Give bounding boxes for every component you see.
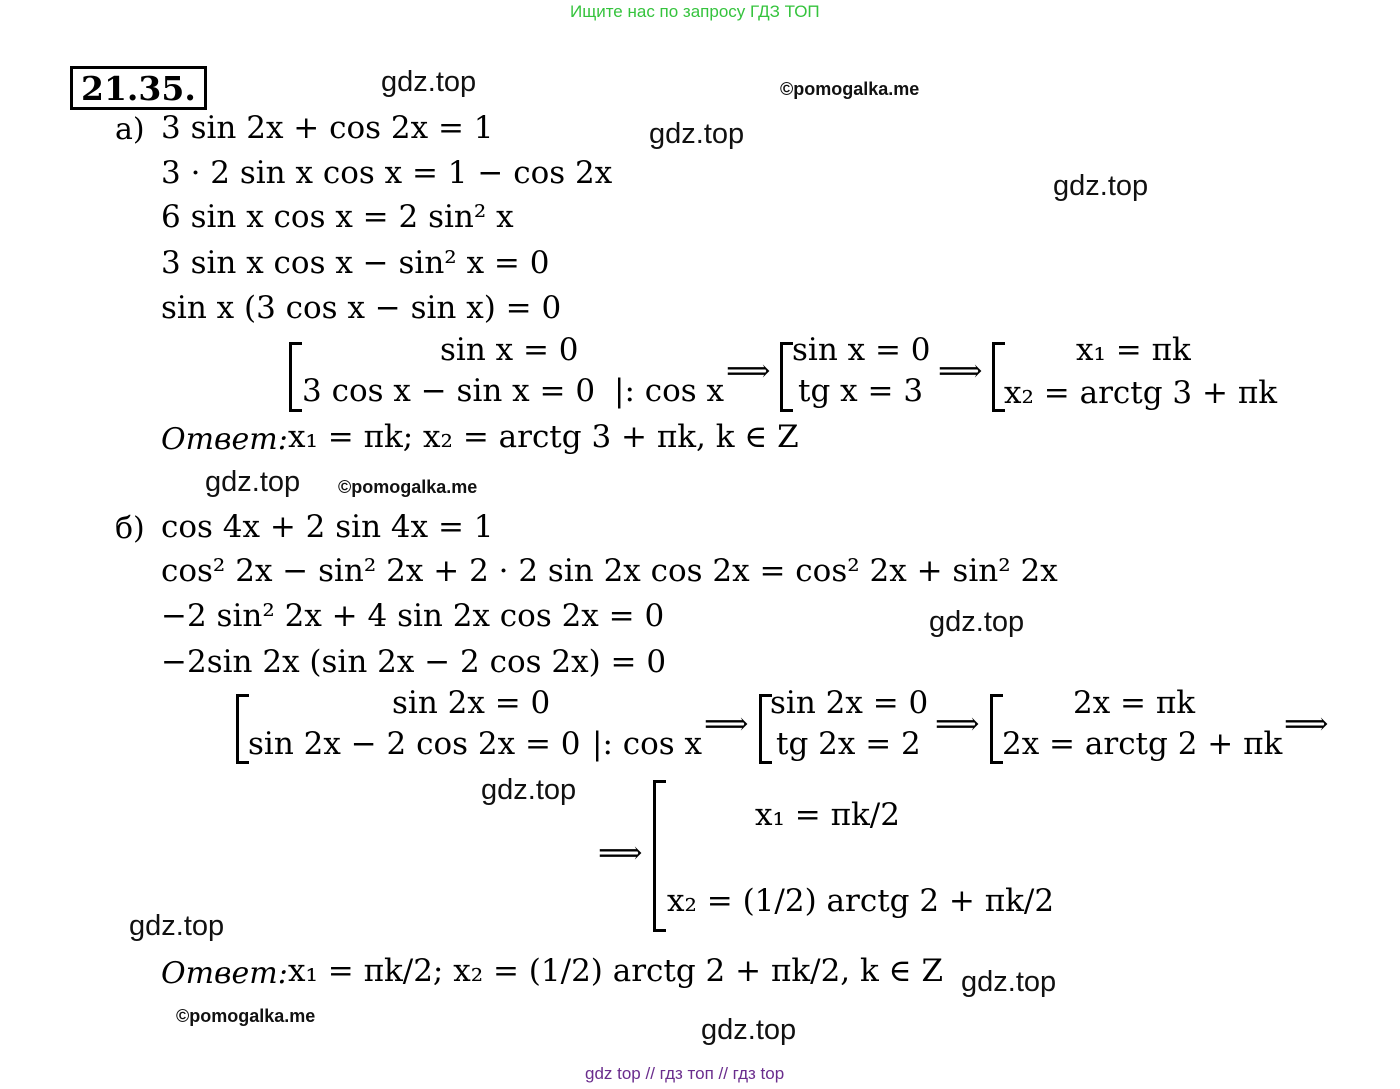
watermark-gdz: gdz.top [961,966,1057,998]
implies-arrow: ⟹ [935,706,980,742]
problem-number: 21.35. [70,66,207,110]
part-b-line-4: −2sin 2x (sin 2x − 2 cos 2x) = 0 [161,644,667,680]
part-b-sys3-bottom: 2x = arctg 2 + πk [1002,726,1283,762]
part-a-answer: x₁ = πk; x₂ = arctg 3 + πk, k ∈ Z [288,419,799,455]
watermark-gdz: gdz.top [649,118,745,150]
part-a-answer-label: Ответ: [161,422,288,457]
part-a-line-4: 3 sin x cos x − sin² x = 0 [161,245,550,281]
part-b-line-3: −2 sin² 2x + 4 sin 2x cos 2x = 0 [161,598,665,634]
part-b-sys2-top: sin 2x = 0 [770,685,929,721]
part-b-line-1: cos 4x + 2 sin 4x = 1 [161,509,494,545]
part-a-sys2-bottom: tg x = 3 [798,373,924,409]
part-a-sys3-top: x₁ = πk [1076,332,1191,368]
part-b-answer-label: Ответ: [161,956,288,991]
part-b-label: б) [115,511,145,546]
part-b-answer: x₁ = πk/2; x₂ = (1/2) arctg 2 + πk/2, k ∈ Z [288,953,943,989]
part-b-final-x1: x₁ = πk/2 [755,797,900,833]
system-bracket [289,342,302,412]
implies-arrow: ⟹ [598,835,643,871]
part-a-divide-note: |: cos x [614,373,725,409]
watermark-gdz: gdz.top [129,910,225,942]
part-a-line-1: 3 sin 2x + cos 2x = 1 [161,110,494,146]
watermark-gdz: gdz.top [1053,170,1149,202]
implies-arrow: ⟹ [704,706,749,742]
part-b-sys1-top: sin 2x = 0 [392,685,551,721]
part-a-sys1-bottom: 3 cos x − sin x = 0 [302,373,596,409]
watermark-pomogalka: ©pomogalka.me [780,79,920,99]
watermark-gdz: gdz.top [381,66,477,98]
watermark-gdz: gdz.top [205,466,301,498]
watermark-gdz: gdz.top [929,606,1025,638]
part-a-line-3: 6 sin x cos x = 2 sin² x [161,199,514,235]
part-a-sys1-top: sin x = 0 [440,332,579,368]
part-a-line-2: 3 · 2 sin x cos x = 1 − cos 2x [161,155,613,191]
part-b-divide-note: |: cos x [592,726,703,762]
part-b-sys1-bottom: sin 2x − 2 cos 2x = 0 [248,726,581,762]
part-a-label: а) [115,112,145,147]
bottom-banner[interactable]: gdz top // гдз топ // гдз top [585,1064,785,1083]
watermark-gdz: gdz.top [481,774,577,806]
watermark-gdz: gdz.top [701,1014,797,1046]
part-b-line-2: cos² 2x − sin² 2x + 2 · 2 sin 2x cos 2x = cos² 2x + sin² 2x [161,553,1058,589]
implies-arrow: ⟹ [1284,706,1329,742]
top-banner: Ищите нас по запросу ГДЗ ТОП [570,2,820,21]
part-a-sys2-top: sin x = 0 [792,332,931,368]
part-a-sys3-bottom: x₂ = arctg 3 + πk [1004,375,1277,411]
watermark-pomogalka: ©pomogalka.me [338,477,478,497]
implies-arrow: ⟹ [938,353,983,389]
part-b-final-x2: x₂ = (1/2) arctg 2 + πk/2 [667,883,1055,919]
implies-arrow: ⟹ [726,353,771,389]
system-bracket [653,780,666,932]
part-b-sys2-bottom: tg 2x = 2 [776,726,921,762]
part-b-sys3-top: 2x = πk [1073,685,1196,721]
part-a-line-5: sin x (3 cos x − sin x) = 0 [161,290,562,326]
watermark-pomogalka: ©pomogalka.me [176,1006,316,1026]
